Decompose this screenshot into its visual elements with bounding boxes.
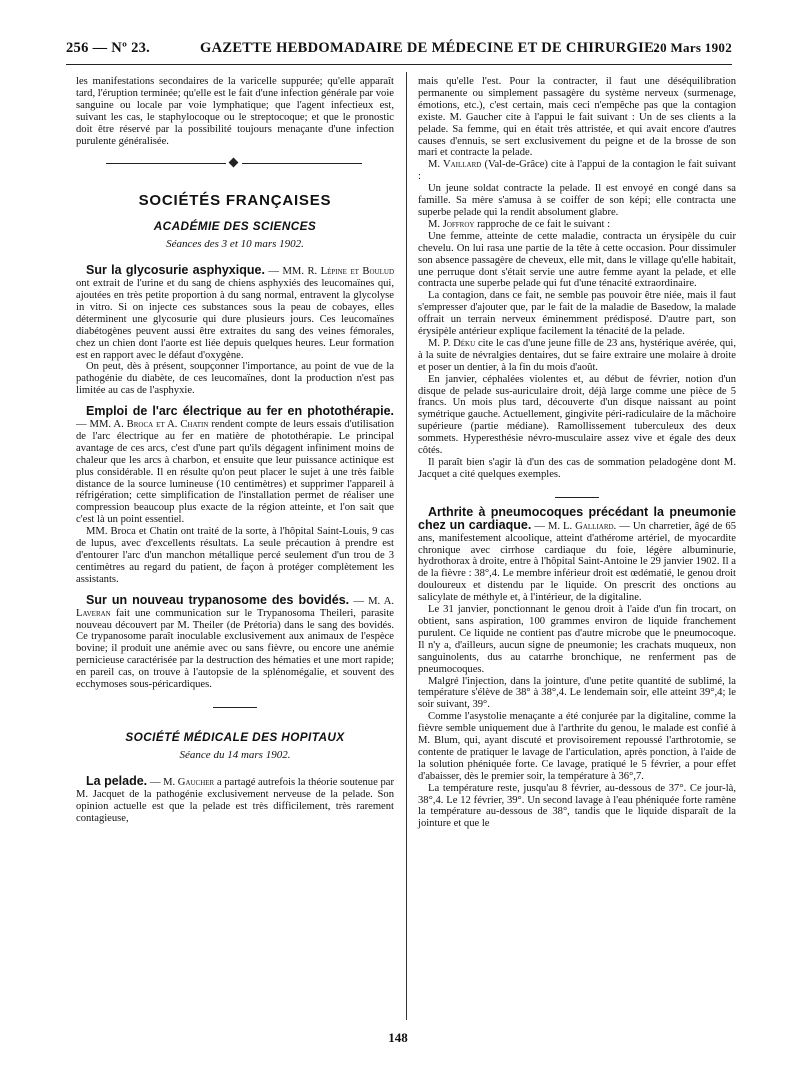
- column-divider: [406, 72, 407, 1020]
- paragraph: mais qu'elle l'est. Pour la contracter, il faut une déséquilibration permanente ou simplement passagère du système nerveux (surmenage, émotions, etc.), c'est certain, mais ceci n'empêche pas que la contagion existe. M. Gaucher cite à l'appui le fait suivant : Un de ses clients a la pelade. Sa femme, qui en était très attristée, et qui avait encore d'autres causes d'ennuis, se sert exclusivement du peigne et de la brosse de son mari et contracte la pelade.: [418, 76, 736, 159]
- article-authors: — MM. A. Broca et A. Chatin: [76, 419, 209, 431]
- intro-paragraph: les manifestations secondaires de la varicelle suppurée; qu'elle apparaît tard, l'éruption terminée; qu'elle est le fait d'une infection générale par voie sanguine ou locale par voie lymphatique; que l'agent infectieux est, suivant les cas, le staphylocoque ou le streptocoque; et que le pronostic doit être réservé par la possibilité toujours menaçante d'une infection purulente généralisée.: [76, 76, 394, 147]
- article-pelade: [76, 773, 394, 825]
- paragraph: MM. Broca et Chatin ont traité de la sorte, à l'hôpital Saint-Louis, 9 cas de lupus, avec d'excellents résultats. La seule précaution à prendre est d'entourer l'arc d'un manchon métallique percé seulement d'un trou de 3 centimètres au regard du patient, de façon à protéger complètement les assistants.: [76, 526, 394, 585]
- paragraph: On peut, dès à présent, soupçonner l'importance, au point de vue de la pathogénie du diabète, de ces leucomaïnes, dont la production n'est pas limitée au cas de l'asphyxie.: [76, 361, 394, 397]
- academy-session: Séances des 3 et 10 mars 1902.: [166, 238, 304, 251]
- paragraph: Une femme, atteinte de cette maladie, contracta un érysipèle du cuir chevelu. On lui rasa une partie de la tête à cette occasion. Pour dissimuler son absence passagère de cheveux, elle mit, dans le village qu'elle habitait, une perruque dont s'était servie une autre femme ayant la pelade, et elle contracta une superbe pelade qui fut d'une ténacité extraordinaire.: [418, 230, 736, 290]
- article-text: rendent compte de leurs essais d'utilisation de l'arc électrique au fer en matière de photothérapie. Le principal avantage de ces arcs, c'est d'une part qu'ils dégagent infiniment moins de chaleur que les arcs à charbon, et ensuite que leur puissance actinique est plus considérable. Il en résulte qu'on peut placer le sujet à une très faible distance de la source lumineuse (10 centimètres) et supprimer l'appareil à réfrigération; cette simplification de l'installation permet de réaliser une compression beaucoup plus exacte de la région atteinte, et l'on sait que c'est là un point essentiel.: [76, 419, 394, 526]
- header-rule: [66, 64, 732, 65]
- article-authors: — MM. R. Lépine et Boulud: [264, 266, 394, 278]
- paragraph: [418, 219, 736, 231]
- paragraph: [418, 159, 736, 183]
- paragraph-text: cite le cas d'une jeune fille de 23 ans, hystérique avérée, qui, à la suite de névralgies dentaires, dut se faire extraire une molaire à droite et poser un dentier, à la fin du mois d'août.: [418, 337, 736, 373]
- page-number-issue: 256 — Nº 23.: [66, 40, 151, 56]
- article-glycosurie: [76, 265, 394, 361]
- article-title: La pelade.: [86, 773, 148, 788]
- article-authors: — M. A. Laveran: [76, 595, 395, 619]
- society-title: SOCIÉTÉ MÉDICALE DES HOPITAUX: [125, 729, 345, 744]
- section-ornament: [76, 157, 394, 171]
- journal-title: GAZETTE HEBDOMADAIRE DE MÉDECINE ET DE CHIRURGIE.: [200, 40, 658, 56]
- article-arc-electrique: [76, 406, 394, 526]
- paragraph: Il paraît bien s'agir là d'un des cas de sommation peladogène dont M. Jacquet a cité quelques exemples.: [418, 457, 736, 480]
- article-title: Sur un nouveau trypanosome des bovidés.: [86, 592, 350, 607]
- section-title: SOCIÉTÉS FRANÇAISES: [138, 192, 332, 210]
- author-name: M. P. Déku: [428, 337, 476, 349]
- academy-title: ACADÉMIE DES SCIENCES: [153, 219, 317, 234]
- article-authors: — M. Gaucher: [147, 776, 215, 788]
- article-arthrite: [418, 504, 736, 604]
- society-session: Séance du 14 mars 1902.: [179, 748, 291, 761]
- article-title: Sur la glycosurie asphyxique.: [86, 263, 265, 278]
- article-text: ont extrait de l'urine et du sang de chiens asphyxiés des leucomaïnes qui, ajoutées en très petite proportion à du sang normal, entravent la glycolyse in vitro. Si on injecte ces substances sous la peau de cobayes, elles déterminent une glycosurie qui dure plusieurs jours. Ces leucomaïnes diabétogènes peuvent aussi être extraites du sang des veines fémorales, chez un chien dont l'aorte est liée depuis quelques heures. Leur formation est en rapport avec le défaut d'oxygène.: [76, 278, 394, 361]
- paragraph: La contagion, dans ce fait, ne semble pas pouvoir être niée, mais il faut s'empresser d'ajouter que, par le fait de la maladie de Basedow, la malade offrait un terrain nerveux éminemment prédisposé. D'autre part, son érysipèle antérieur explique facilement la ténacité de la pelade.: [418, 290, 736, 338]
- right-column: [418, 76, 736, 1010]
- paragraph: Comme l'asystolie menaçante a été conjurée par la digitaline, comme la fièvre semble uniquement due à l'arthrite du genou, le malade est confié à M. Blum, qui, ayant discuté et provisoirement repoussé l'arthrotomie, se contente de pratiquer le lavage de l'articulation, après ponction, à l'aide de la solution phéniquée forte. Ce lavage, pratiqué le 5 février, a pour effet d'abaisser, dès le premier soir, la température à 36°,7.: [418, 711, 736, 782]
- article-text: a partagé autrefois la théorie soutenue par M. Jacquet de la pathogénie exclusivement nerveuse de la pelade. Son opinion actuelle est que la pelade est très difficilement, très rarement contagieuse,: [76, 776, 394, 824]
- paragraph: Malgré l'injection, dans la jointure, d'une petite quantité de sublimé, la température s'élève de 38° à 38°,4. Le lendemain soir, elle atteint 39°,4; le soir suivant, 39°.: [418, 675, 736, 711]
- author-name: M. Vaillard: [428, 159, 482, 171]
- article-trypanosome: [76, 592, 395, 691]
- paragraph: La température reste, jusqu'au 8 février, au-dessous de 37°. Ce jour-là, 38°,4. Le 12 février, 39°. Un second lavage à l'eau phéniquée forte ramène la température au-dessous de 38°, tandis que le liquide disparaît de la jointure et que le: [418, 782, 736, 830]
- article-text: fait une communication sur le Trypanosoma Theileri, parasite nouveau découvert par M. Theiler (de Prétoria) dans le sang des bovidés. Ce trypanosome paraît inoculable exclusivement aux animaux de l'espèce bovine; il produit une anémie avec ou sans fièvre, ou encore une anémie pernicieuse caractérisée par la destruction des hématies et une mort rapide; en pareil cas, on trouve à l'autopsie de la splénomégalie, et souvent des ecchymoses sous-péricardiques.: [76, 607, 394, 691]
- paragraph: [418, 338, 736, 374]
- folio-number: 148: [388, 1030, 408, 1045]
- paragraph: En janvier, céphalées violentes et, au début de février, notion d'un disque de pelade sus-auriculaire droit, déjà large comme une pièce de 5 francs. Un mois plus tard, découverte d'un disque naissant au point symétrique gauche. Actuellement, gingivite péri-radiculaire de la mâchoire supérieure (partie médiane). Ramollissement tuberculeux des deux sommets. Hyperesthésie névro-musculaire assez vive et égale des deux côtés.: [418, 373, 736, 457]
- paragraph: Le 31 janvier, ponctionnant le genou droit à l'aide d'un fin trocart, on obtient, sans aspiration, 100 grammes environ de liquide franchement purulent. Ce liquide ne contient pas d'autre microbe que le pneumocoque. Il n'y a, d'ailleurs, aucun signe de pneumonie; les crachats muqueux, non sanguinolents, dus au catarrhe bronchique, ne renferment pas de pneumocoques.: [418, 604, 736, 675]
- running-header: [66, 40, 732, 60]
- article-text: — Un charretier, âgé de 65 ans, manifestement alcoolique, atteint d'athérome artériel, de myocardite chronique avec cirrhose cardiaque du foie, légère albuminurie, hydrothorax à droite, entre à l'hôpital Saint-Antoine le 29 janvier 1902. Il a de la fièvre : 38°,4. Le membre inférieur droit est œdématié, le genou droit douloureux et distendu par le liquide. On prescrit des onctions au salicylate de méthyle et, à l'intérieur, de la digitaline.: [418, 520, 736, 604]
- article-title: Emploi de l'arc électrique au fer en photothérapie.: [86, 404, 394, 419]
- article-title: Arthrite à pneumocoques précédant la pneumonie chez un cardiaque.: [418, 504, 736, 532]
- paragraph-text: (Val-de-Grâce) cite à l'appui de la contagion le fait suivant :: [418, 159, 736, 183]
- paragraph: Un jeune soldat contracte la pelade. Il est envoyé en congé dans sa famille. Sa mère s'amusa à se coiffer de son képi; elle contracta une superbe pelade qui la rendit absolument glabre.: [418, 183, 736, 218]
- author-name: M. Joffroy: [428, 218, 475, 230]
- left-column: [76, 76, 394, 1010]
- paragraph-text: rapproche de ce fait le suivant :: [474, 218, 611, 230]
- issue-date: 20 Mars 1902: [653, 40, 732, 55]
- article-authors: — M. L. Galliard.: [531, 520, 617, 532]
